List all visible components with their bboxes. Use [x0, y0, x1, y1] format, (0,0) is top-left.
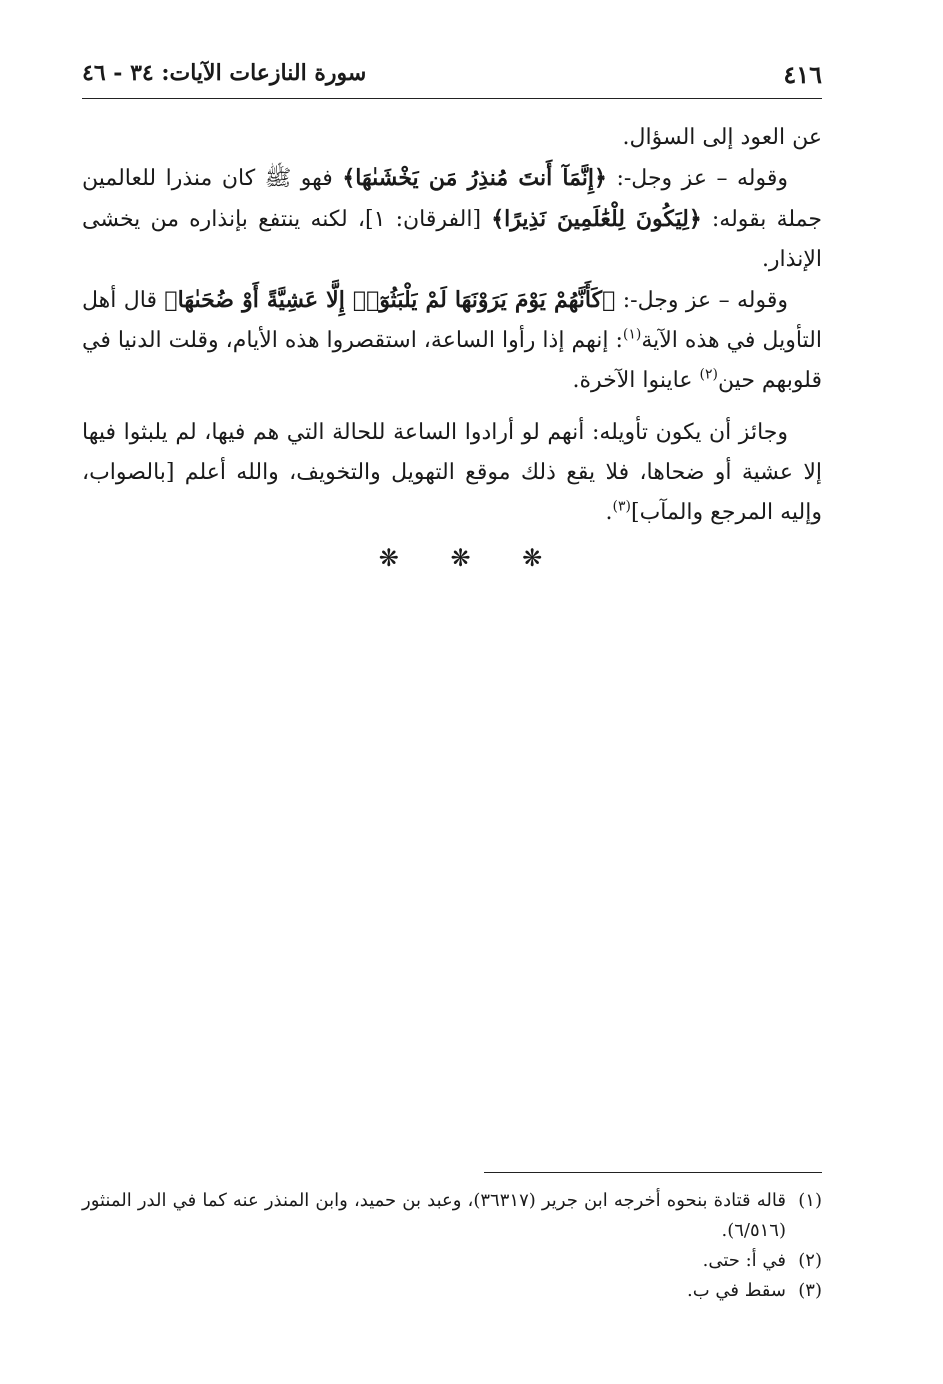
quran-verse-2: ﴿لِيَكُونَ لِلْعَٰلَمِينَ نَذِيرًا﴾: [491, 206, 702, 232]
paragraph-3: [82, 280, 822, 401]
paragraph-2-text-b: فهو ﷺ كان منذرا للعالمين جملة بقوله:: [82, 166, 822, 232]
paragraph-3-text-c: : إنهم إذا رأوا الساعة، استقصروا هذه الأيام، وقلت الدنيا في قلوبهم حين: [81, 328, 822, 393]
paragraph-1-text: عن العود إلى السؤال.: [622, 125, 822, 150]
paragraph-1: [82, 118, 822, 158]
footnote-ref-3[interactable]: (٣): [612, 498, 631, 515]
footnote-number: (٢): [798, 1250, 822, 1271]
paragraph-4: [82, 413, 822, 533]
paragraph-4-text-b: .: [605, 500, 613, 525]
footnote-ref-2[interactable]: (٢): [699, 366, 718, 383]
paragraph-3-text-d: عاينوا الآخرة.: [572, 368, 700, 393]
main-text: [82, 118, 822, 533]
footnotes: [82, 1186, 822, 1306]
paragraph-2: [82, 158, 822, 280]
footnote-text: في أ: حتى.: [702, 1250, 786, 1271]
paragraph-2-text-c: [الفرقان: ١]، لكنه ينتفع بإنذاره من يخشى الإنذار.: [82, 207, 822, 272]
footnote-ref-1[interactable]: (١): [622, 326, 642, 343]
footnote-1: [82, 1186, 822, 1246]
footnote-3: [82, 1276, 822, 1306]
header-rule: [82, 98, 822, 99]
running-header: [82, 60, 822, 96]
paragraph-3-text-a: وقوله – عز وجل-:: [615, 288, 788, 313]
paragraph-4-text-a: وجائز أن يكون تأويله: أنهم لو أرادوا الساعة للحالة التي هم فيها، لم يلبثوا فيها إلا عشية أو ضحاها، فلا يقع ذلك موقع التهويل والتخويف، والله أعلم [بالصواب، وإليه المرجع والمآب]: [82, 420, 822, 525]
footnote-rule: [484, 1172, 822, 1173]
footnote-text: سقط في ب.: [687, 1280, 786, 1301]
footnote-text: قاله قتادة بنحوه أخرجه ابن جرير (٣٦٣١٧)، وعبد بن حميد، وابن المنذر عنه كما في الدر المنثور (٦/٥١٦).: [82, 1190, 786, 1241]
running-title: سورة النازعات الآيات: ٣٤ - ٤٦: [82, 60, 367, 86]
quran-verse-1: ﴿إِنَّمَآ أَنتَ مُنذِرُ مَن يَخْشَىٰهَا﴾: [342, 165, 607, 191]
paragraph-2-text-a: وقوله – عز وجل-:: [606, 166, 788, 191]
paragraph-3-text-b: قال أهل التأويل في هذه الآية: [82, 288, 822, 353]
section-separator: ❋ ❋ ❋: [378, 544, 565, 572]
footnote-number: (٣): [798, 1280, 822, 1301]
footnote-number: (١): [798, 1190, 822, 1211]
page-number: ٤١٦: [783, 60, 822, 89]
footnote-2: [82, 1246, 822, 1276]
quran-verse-3: ﴿كَأَنَّهُمْ يَوْمَ يَرَوْنَهَا لَمْ يَلْبَثُوٓا۟ إِلَّا عَشِيَّةً أَوْ ضُحَىٰهَا﴾: [164, 287, 616, 313]
